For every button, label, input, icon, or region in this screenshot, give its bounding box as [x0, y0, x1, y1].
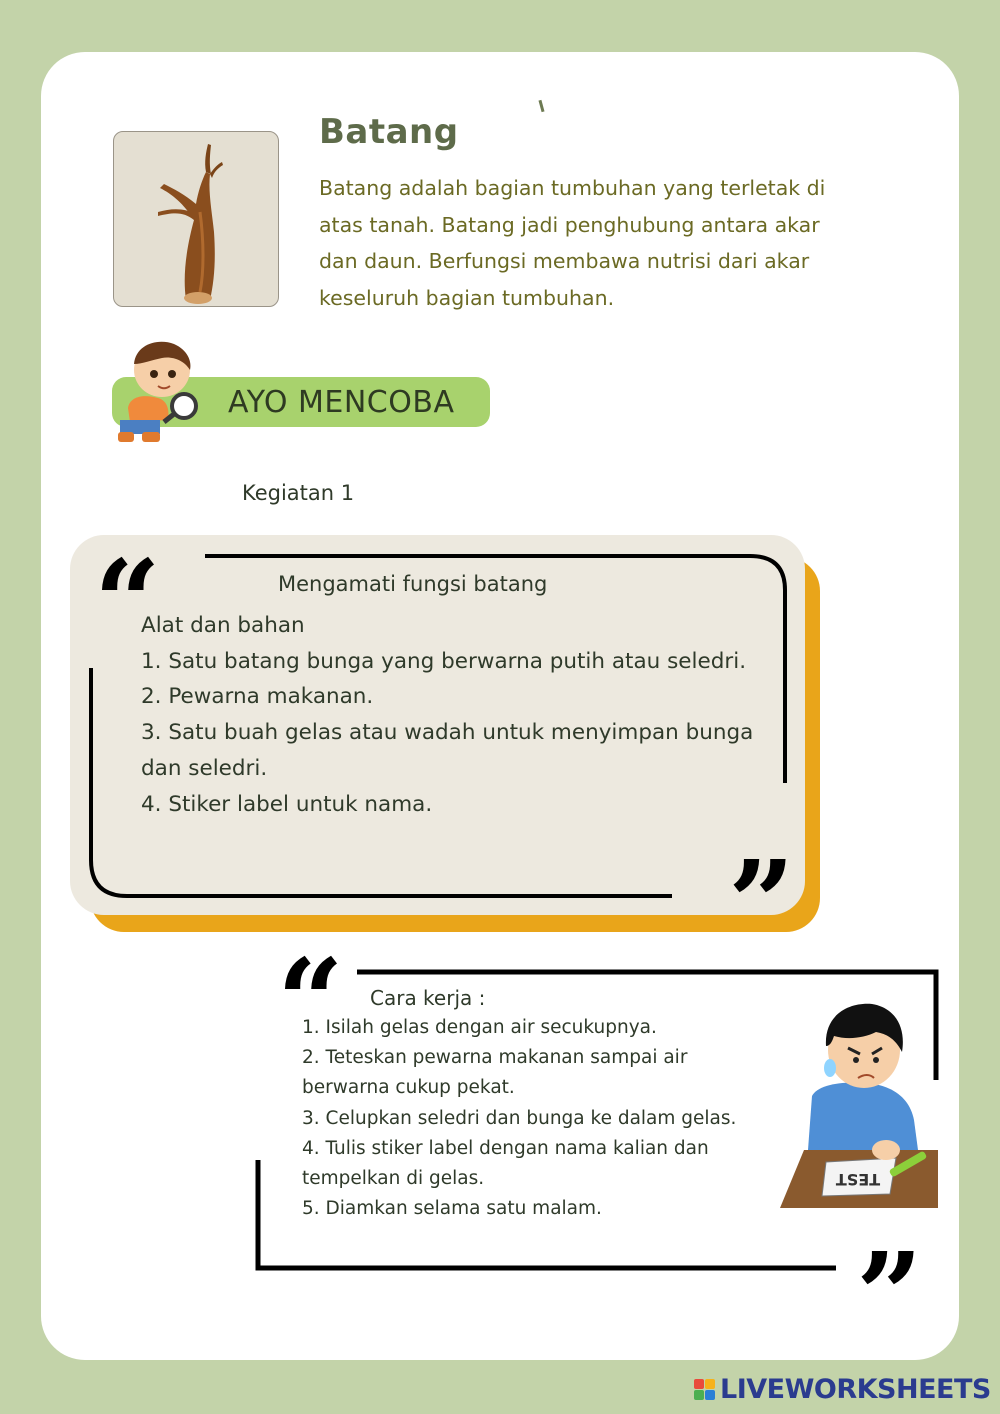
stem-title: Batang	[319, 112, 459, 152]
materials-title: Mengamati fungsi batang	[278, 572, 548, 596]
list-item: 4. Stiker label untuk nama.	[141, 791, 433, 817]
watermark-text: LIVEWORKSHEETS	[720, 1374, 991, 1405]
list-item: 2. Teteskan pewarna makanan sampai air berwarna cukup pekat.	[302, 1047, 688, 1099]
list-item: 3. Satu buah gelas atau wadah untuk menyimpan bunga dan seledri.	[141, 720, 754, 781]
open-quote-icon: “	[277, 934, 344, 1070]
close-quote-icon: ”	[856, 1228, 923, 1364]
list-item: 1. Isilah gelas dengan air secukupnya.	[302, 1017, 657, 1038]
activity-label: Kegiatan 1	[242, 481, 355, 505]
list-item: 3. Celupkan seledri dan bunga ke dalam gelas.	[302, 1107, 737, 1129]
list-item: 2. Pewarna makanan.	[141, 684, 374, 710]
student-test-icon	[778, 1000, 940, 1212]
list-item: 4. Tulis stiker label dengan nama kalian dan tempelkan di gelas.	[302, 1137, 709, 1190]
procedure-title: Cara kerja :	[370, 986, 486, 1010]
stem-description: Batang adalah bagian tumbuhan yang terletak di atas tanah. Batang jadi penghubung antara akar dan daun. Berfungsi membawa nutrisi dari akar keseluruh bagian tumbuhan.	[319, 176, 826, 310]
close-quote-icon: ”	[728, 836, 795, 972]
list-item: 5. Diamkan selama satu malam.	[302, 1198, 602, 1220]
liveworksheets-logo-icon	[694, 1379, 716, 1401]
liveworksheets-watermark	[694, 1374, 991, 1405]
procedure-list	[302, 1013, 772, 1224]
materials-heading: Alat dan bahan	[141, 613, 305, 638]
test-paper-text: TEST	[835, 1170, 881, 1189]
ayo-mencoba-label: AYO MENCOBA	[228, 385, 455, 420]
list-item: 1. Satu batang bunga yang berwarna putih atau seledri.	[141, 648, 747, 674]
open-quote-icon: “	[94, 535, 161, 671]
